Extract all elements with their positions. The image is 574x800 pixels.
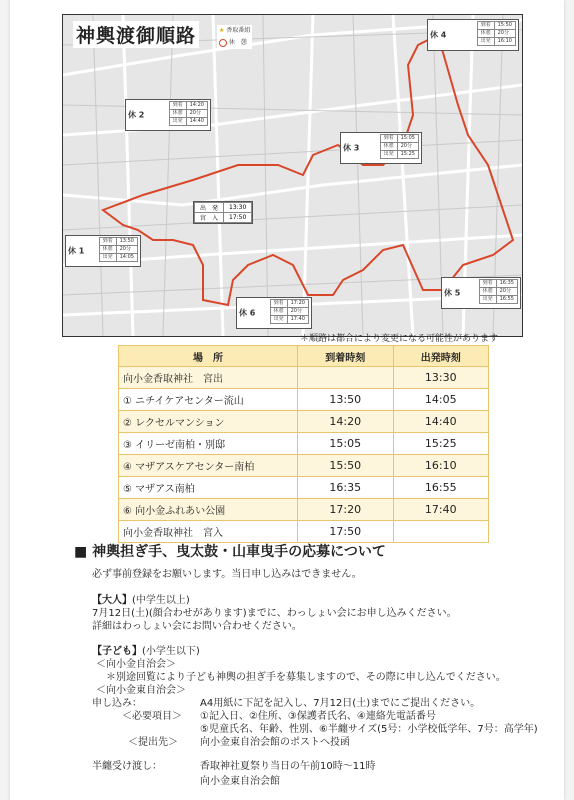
depart-time: 16:10 [494,38,515,46]
table-row [119,411,489,433]
schedule-header-row [119,346,489,367]
items-text-2: ⑤児童氏名、年齢、性別、⑥半纏サイズ(5号：小学校低学年、7号：高学年) [200,724,538,735]
rest-label: 休憩 [270,308,287,316]
table-row [119,521,489,543]
map-legend [217,25,252,49]
depart-cell: 16:55 [393,477,489,499]
rest-box-name: 休 6 [239,308,256,318]
rest-minutes: 20分 [496,288,517,296]
end-label: 宮 入 [195,213,224,223]
arrive-cell: 17:20 [298,499,394,521]
submit-label: ＜提出先＞ [128,737,178,748]
rest-label: 休憩 [99,246,116,254]
place-cell: ② レクセルマンション [119,411,298,433]
items-text-1: ①記入日、②住所、③保護者氏名、④連絡先電話番号 [200,711,436,722]
depart-cell [393,521,489,543]
rest-label: 休憩 [477,30,494,38]
legend-star-label: 香取番組 [226,27,251,34]
arrive-cell: 15:50 [298,455,394,477]
arrive-time: 14:20 [186,102,207,110]
table-row [119,389,489,411]
arrive-label: 到着 [270,300,287,308]
depart-label: 出発 [477,38,494,46]
handout-label: 半纏受け渡し： [92,761,162,772]
star-icon: ★ [219,27,225,34]
rest-label: 休憩 [169,110,186,118]
arrive-label: 到着 [169,102,186,110]
rest-box-name: 休 1 [68,246,85,256]
handout-text: 香取神社夏祭り当日の午前10時～11時 [200,761,376,772]
depart-time: 17:40 [287,316,308,324]
rest-box-3 [340,132,422,164]
depart-label: 出発 [479,296,496,304]
map-title: 神輿渡御順路 [73,21,199,48]
depart-label: 出発 [270,316,287,324]
rest-minutes: 20分 [397,143,418,151]
place-cell: ④ マザアスケアセンター南柏 [119,455,298,477]
schedule-table [118,345,489,543]
arrive-time: 15:50 [494,22,515,30]
child-head: 【子ども】 [92,646,142,657]
arrive-time: 15:05 [397,135,418,143]
place-cell: 向小金香取神社 宮入 [119,521,298,543]
arrive-time: 17:20 [287,300,308,308]
rest-box-4 [427,19,519,51]
apply-label: 申し込み： [92,698,142,709]
rest-box-name: 休 2 [128,110,145,120]
table-row [119,455,489,477]
arrive-label: 到着 [479,280,496,288]
arrive-cell [298,367,394,389]
depart-time: 16:55 [496,296,517,304]
table-row [119,367,489,389]
depart-label: 出発 [380,151,397,159]
table-row [119,477,489,499]
handout-text-2: 向小金東自治会館 [200,776,280,787]
adult-line-1: 7月12日(土)(顔合わせがあります)までに、わっしょい会にお申し込みください。 [92,608,457,619]
depart-cell: 15:25 [393,433,489,455]
header-arrive: 到着時刻 [298,346,394,367]
rest-circle-icon [219,39,227,47]
depart-time: 14:40 [186,118,207,126]
apply-text: A4用紙に下記を記入し、7月12日(土)までにご提出ください。 [200,698,481,709]
adult-line-2: 詳細はわっしょい会にお問い合わせください。 [92,621,302,632]
section-title: ■ 神輿担ぎ手、曳太鼓・山車曳手の応募について [74,544,386,560]
start-label: 出 発 [195,203,224,213]
header-place: 場 所 [119,346,298,367]
document-page [10,0,564,800]
legend-rest-label: 休 憩 [228,39,247,46]
assoc-1-text: ＊別途回覧により子ども神輿の担ぎ手を募集しますので、その際に申し込んでください。 [106,672,506,683]
start-time: 13:30 [224,203,252,213]
adult-head: 【大人】 [92,595,132,606]
submit-text: 向小金東自治会館のポストへ投函 [200,737,350,748]
arrive-cell: 17:50 [298,521,394,543]
depart-label: 出発 [169,118,186,126]
rest-box-name: 休 5 [444,288,461,298]
depart-cell: 16:10 [393,455,489,477]
intro-text: 必ず事前登録をお願いします。当日申し込みはできません。 [92,569,362,580]
arrive-cell: 14:20 [298,411,394,433]
place-cell: 向小金香取神社 宮出 [119,367,298,389]
adult-sub: (中学生以上) [132,595,190,606]
place-cell: ⑥ 向小金ふれあい公園 [119,499,298,521]
rest-minutes: 20分 [494,30,515,38]
rest-minutes: 20分 [116,246,137,254]
arrive-cell: 15:05 [298,433,394,455]
arrive-label: 到着 [380,135,397,143]
depart-cell: 14:40 [393,411,489,433]
depart-cell: 17:40 [393,499,489,521]
arrive-cell: 16:35 [298,477,394,499]
header-depart: 出発時刻 [393,346,489,367]
table-row [119,499,489,521]
arrive-cell: 13:50 [298,389,394,411]
rest-minutes: 20分 [186,110,207,118]
depart-cell: 13:30 [393,367,489,389]
items-label: ＜必要項目＞ [122,711,182,722]
end-time: 17:50 [224,213,252,223]
child-sub: (小学生以下) [142,646,200,657]
arrive-label: 到着 [477,22,494,30]
arrive-time: 16:35 [496,280,517,288]
arrive-time: 13:50 [116,238,137,246]
rest-minutes: 20分 [287,308,308,316]
depart-cell: 14:05 [393,389,489,411]
place-cell: ① ニチイケアセンター流山 [119,389,298,411]
place-cell: ⑤ マザアス南柏 [119,477,298,499]
rest-label: 休憩 [479,288,496,296]
table-row [119,433,489,455]
rest-box-2 [125,99,211,131]
rest-label: 休憩 [380,143,397,151]
start-end-box [193,201,253,224]
assoc-1: ＜向小金自治会＞ [96,659,176,670]
depart-label: 出発 [99,254,116,262]
rest-box-6 [236,297,312,329]
rest-box-name: 休 4 [430,30,447,40]
depart-time: 15:25 [397,151,418,159]
rest-box-5 [441,277,521,309]
route-map [62,14,523,337]
assoc-2: ＜向小金東自治会＞ [96,685,186,696]
rest-box-1 [65,235,141,267]
place-cell: ③ イリーゼ南柏・別邸 [119,433,298,455]
arrive-label: 到着 [99,238,116,246]
route-change-note: ＊順路は都合により変更になる可能性があります [300,334,499,344]
rest-box-name: 休 3 [343,143,360,153]
depart-time: 14:05 [116,254,137,262]
